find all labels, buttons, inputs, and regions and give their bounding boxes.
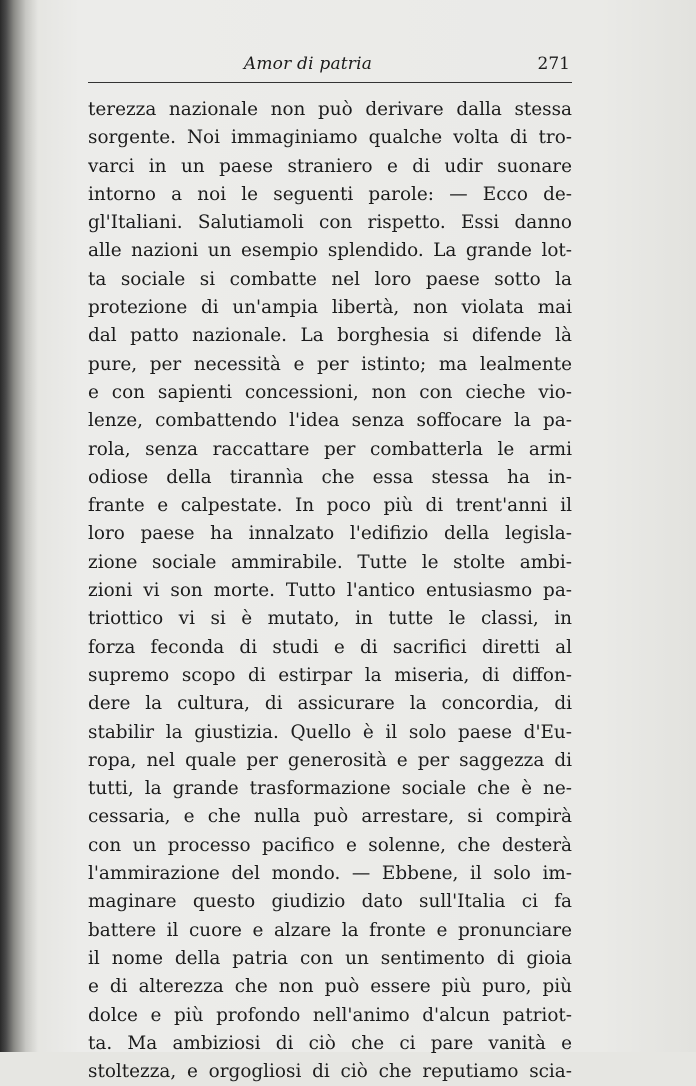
binding-edge	[0, 0, 38, 1052]
text-line: zione sociale ammirabile. Tutte le stolte ambi-	[88, 551, 572, 573]
text-line: protezione di un'ampia libertà, non violata mai	[88, 297, 572, 319]
text-line: con un processo pacifico e solenne, che desterà	[88, 834, 572, 856]
running-head-title: Amor di patria	[243, 54, 373, 74]
text-line: ta. Ma ambiziosi di ciò che ci pare vanità e	[88, 1032, 572, 1054]
text-line: odiose della tirannìa che essa stessa ha in-	[88, 466, 572, 488]
text-line: loro paese ha innalzato l'edifizio della legisla-	[88, 523, 572, 545]
text-line: e con sapienti concessioni, non con cieche vio-	[88, 381, 572, 403]
text-line: intorno a noi le seguenti parole: — Ecco de-	[88, 183, 572, 205]
text-line: battere il cuore e alzare la fronte e pronunciare	[88, 919, 572, 941]
text-line: varci in un paese straniero e di udir suonare	[88, 155, 572, 177]
text-line: zioni vi son morte. Tutto l'antico entusiasmo pa-	[88, 580, 572, 602]
running-head	[88, 50, 570, 80]
text-line: dere la cultura, di assicurare la concordia, di	[88, 693, 572, 715]
text-line: e di alterezza che non può essere più puro, più	[88, 976, 572, 998]
text-line: triottico vi si è mutato, in tutte le classi, in	[88, 608, 572, 630]
text-line: maginare questo giudizio dato sull'Italia ci fa	[88, 891, 572, 913]
text-line: ropa, nel quale per generosità e per saggezza di	[88, 749, 572, 771]
header-rule	[88, 82, 572, 83]
text-line: terezza nazionale non può derivare dalla stessa	[88, 99, 572, 120]
text-line: dal patto nazionale. La borghesia si difende là	[88, 325, 572, 347]
text-line: rola, senza raccattare per combatterla le armi	[88, 438, 572, 460]
text-line: ta sociale si combatte nel loro paese sotto la	[88, 268, 572, 290]
body-text	[88, 96, 572, 1086]
text-line: supremo scopo di estirpar la miseria, di diffon-	[88, 664, 572, 686]
text-line: pure, per necessità e per istinto; ma lealmente	[88, 353, 572, 375]
text-line: forza feconda di studi e di sacrifici diretti al	[88, 636, 572, 658]
text-line: tutti, la grande trasformazione sociale che è ne-	[88, 778, 572, 800]
text-line: gl'Italiani. Salutiamoli con rispetto. Essi danno	[88, 212, 572, 234]
page-number: 271	[537, 54, 570, 74]
text-line: lenze, combattendo l'idea senza soffocare la pa-	[88, 410, 572, 432]
text-line: alle nazioni un esempio splendido. La grande lot-	[88, 240, 572, 262]
text-line: l'ammirazione del mondo. — Ebbene, il solo im-	[88, 863, 572, 885]
text-line: sorgente. Noi immaginiamo qualche volta di tro-	[88, 127, 572, 149]
text-line: il nome della patria con un sentimento di gioia	[88, 947, 572, 969]
text-line: frante e calpestate. In poco più di trent'anni il	[88, 495, 572, 517]
text-line: stoltezza, e orgogliosi di ciò che reputiamo scia-	[88, 1061, 572, 1083]
text-line: stabilir la giustizia. Quello è il solo paese d'Eu-	[88, 721, 572, 743]
text-line: cessaria, e che nulla può arrestare, si compirà	[88, 806, 572, 828]
text-line: dolce e più profondo nell'animo d'alcun patriot-	[88, 1004, 572, 1026]
